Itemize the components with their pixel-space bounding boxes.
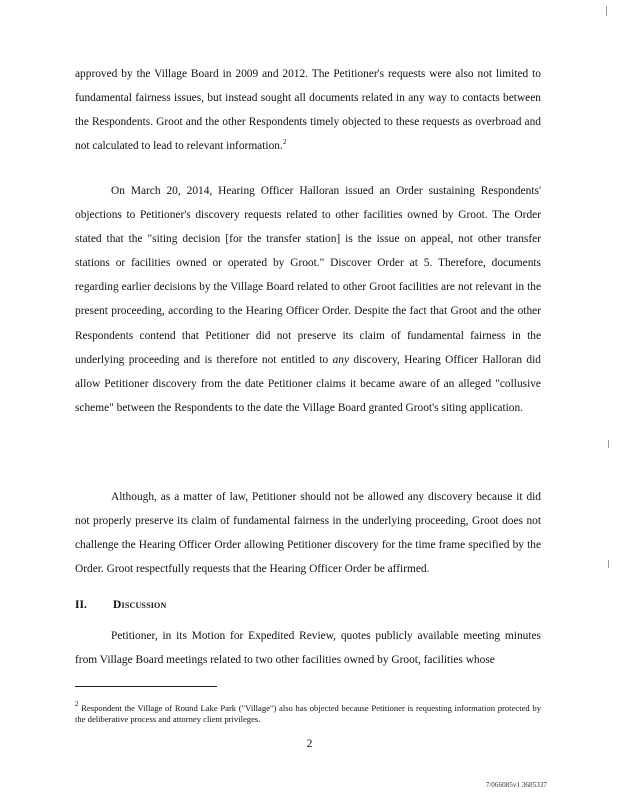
footnote — [75, 700, 541, 725]
section-title: Discussion — [113, 599, 167, 611]
paragraph-2 — [75, 179, 541, 420]
paragraph-1 — [75, 62, 541, 158]
section-heading — [75, 599, 166, 611]
paragraph-4 — [75, 624, 541, 672]
paragraph-1-text: approved by the Village Board in 2009 and 2012. The Petitioner's requests were also not limited to fundamental fairness issues, but instead sought all documents related in any way to contacts between the Respondents. Groot and the other Respondents timely objected to these requests as overbroad and not calculated to lead to relevant information. — [75, 68, 541, 153]
paragraph-3 — [75, 485, 541, 581]
footnote-text: Respondent the Village of Round Lake Park ("Village") also has objected because Petitioner is requesting information protected by the deliberative process and attorney client privileges. — [75, 703, 541, 724]
section-number: II. — [75, 599, 87, 611]
paragraph-2-text-b: discovery, Hearing Officer Halloran did allow Petitioner discovery from the date Petitioner claims it became aware of an alleged "collusive scheme" between the Respondents to the date the Village Board granted Groot's siting application. — [75, 353, 541, 414]
paragraph-3-text: Although, as a matter of law, Petitioner should not be allowed any discovery because it did not properly preserve its claim of fundamental fairness in the underlying proceeding, Groot does not challenge the Hearing Officer Order allowing Petitioner discovery for the time frame specified by the Order. Groot respectfully requests that the Hearing Officer Order be affirmed. — [75, 491, 541, 576]
document-id: 7/066085v1 3685337 — [485, 781, 547, 789]
footnote-number: 2 — [75, 700, 79, 708]
footnote-ref: 2 — [282, 138, 287, 147]
footnote-separator — [75, 686, 217, 687]
paragraph-2-text-a: On March 20, 2014, Hearing Officer Halloran issued an Order sustaining Respondents' objections to Petitioner's discovery requests related to other facilities owned by Groot. The Order stated that the "siting decision [for the transfer station] is the issue on appeal, not other transfer stations or facilities owned or operated by Groot." Discover Order at 5. Therefore, documents regarding earlier decisions by the Village Board related to other Groot facilities are not relevant in the present proceeding, according to the Hearing Officer Order. Despite the fact that Groot and the other Respondents contend that Petitioner did not preserve its claim of fundamental fairness in the underlying proceeding and is therefore not entitled to — [75, 185, 541, 366]
scan-mark — [608, 560, 609, 568]
scan-mark — [606, 6, 607, 16]
paragraph-4-text: Petitioner, in its Motion for Expedited Review, quotes publicly available meeting minutes from Village Board meetings related to two other facilities owned by Groot, facilities whose — [75, 630, 541, 667]
paragraph-2-emphasis: any — [332, 353, 350, 366]
scan-mark — [608, 440, 609, 448]
page-number: 2 — [306, 738, 313, 750]
